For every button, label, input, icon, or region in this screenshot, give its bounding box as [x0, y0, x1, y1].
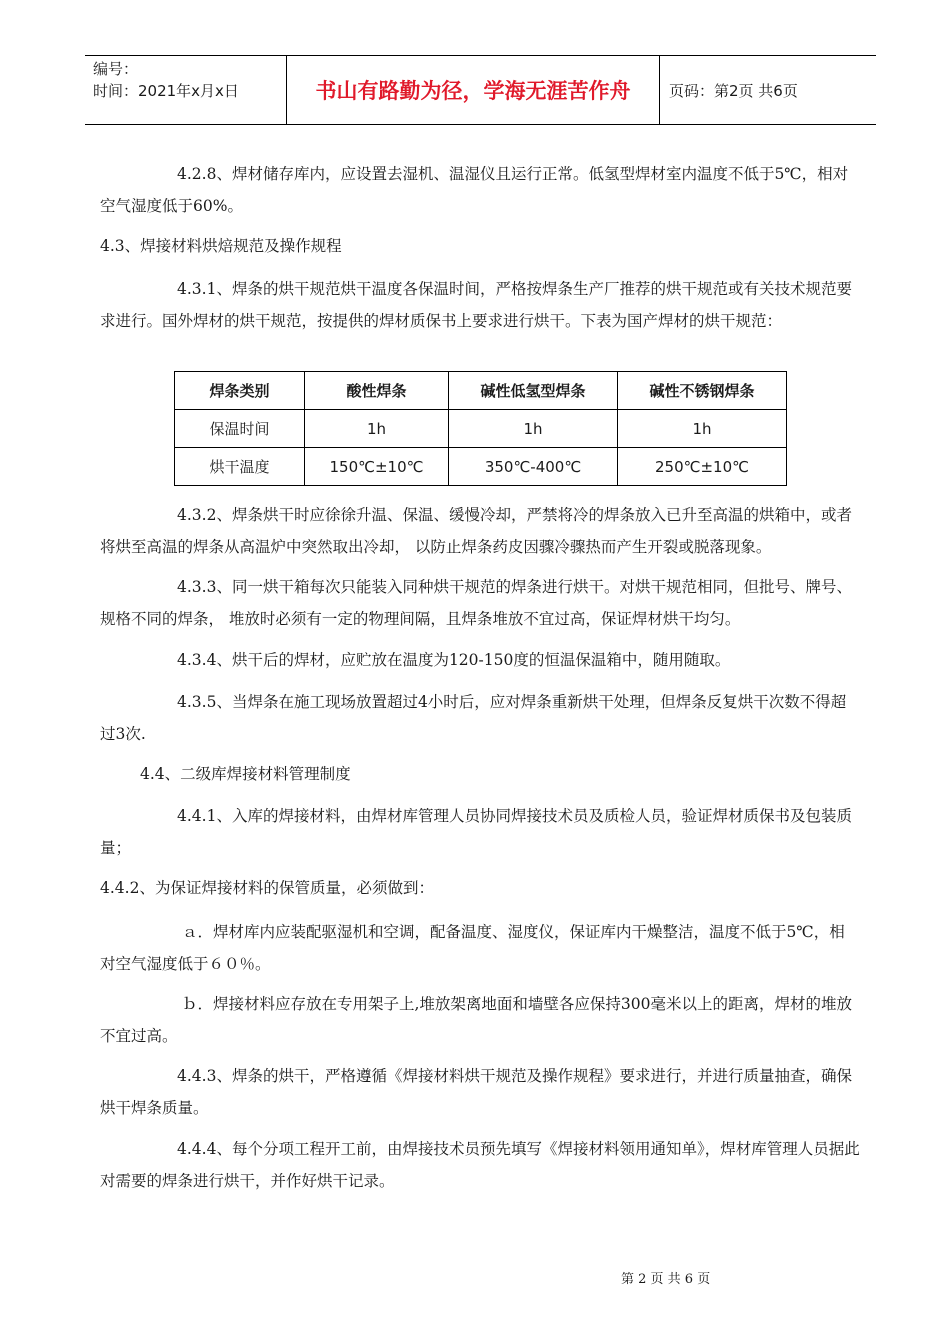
table-cell: 250℃±10℃ [618, 448, 787, 486]
serial-label: 编号： [93, 60, 139, 78]
table-cell: 保温时间 [175, 410, 305, 448]
table-header-cell: 碱性低氢型焊条 [449, 372, 618, 410]
baking-spec-table [174, 371, 787, 486]
page-header [85, 55, 876, 125]
table-header-cell: 焊条类别 [175, 372, 305, 410]
paragraph-4-3-2: 4.3.2、焊条烘干时应徐徐升温、保温、缓慢冷却，严禁将冷的焊条放入已升至高温的烘箱中，或者将烘至高温的焊条从高温炉中突然取出冷却， 以防止焊条药皮因骤冷骤热而产生开裂或脱落现象。 [100, 506, 852, 556]
paragraph-4-4-1: 4.4.1、入库的焊接材料，由焊材库管理人员协同焊接技术员及质检人员，验证焊材质保书及包装质量； [100, 807, 852, 857]
header-page-info: 页码：第2页 共6页 [669, 81, 798, 100]
table-cell: 烘干温度 [175, 448, 305, 486]
paragraph-4-3-5: 4.3.5、当焊条在施工现场放置超过4小时后，应对焊条重新烘干处理，但焊条反复烘干次数不得超过3次. [100, 693, 847, 743]
heading-4-4: 4.4、二级库焊接材料管理制度 [140, 765, 351, 783]
table-cell: 1h [618, 410, 787, 448]
table-row [175, 448, 787, 486]
table-cell: 1h [449, 410, 618, 448]
paragraph-4-3-4: 4.3.4、烘干后的焊材，应贮放在温度为120-150度的恒温保温箱中，随用随取。 [177, 651, 731, 669]
page-footer: 第 2 页 共 6 页 [621, 1272, 711, 1287]
table-header-cell: 碱性不锈钢焊条 [618, 372, 787, 410]
paragraph-4-2-8: 4.2.8、焊材储存库内，应设置去湿机、温湿仪且运行正常。低氢型焊材室内温度不低于5℃，相对空气湿度低于60%。 [100, 165, 849, 215]
paragraph-4-4-4: 4.4.4、每个分项工程开工前，由焊接技术员预先填写《焊接材料领用通知单》，焊材库管理人员据此对需要的焊条进行烘干，并作好烘干记录。 [100, 1140, 860, 1190]
paragraph-4-4-2: 4.4.2、为保证焊接材料的保管质量，必须做到： [100, 879, 434, 897]
item-a: ａ．焊材库内应装配驱湿机和空调，配备温度、湿度仪，保证库内干燥整洁，温度不低于5℃，相对空气湿度低于６０％。 [100, 923, 845, 973]
table-cell: 150℃±10℃ [305, 448, 449, 486]
table-cell: 1h [305, 410, 449, 448]
heading-4-3: 4.3、焊接材料烘焙规范及操作规程 [100, 237, 342, 255]
paragraph-4-4-3: 4.4.3、焊条的烘干，严格遵循《焊接材料烘干规范及操作规程》要求进行，并进行质量抽查，确保烘干焊条质量。 [100, 1067, 852, 1117]
table-header-cell: 酸性焊条 [305, 372, 449, 410]
paragraph-4-3-3: 4.3.3、同一烘干箱每次只能装入同种烘干规范的焊条进行烘干。对烘干规范相同，但批号、牌号、规格不同的焊条， 堆放时必须有一定的物理间隔，且焊条堆放不宜过高，保证焊材烘干均匀。 [100, 578, 852, 628]
table-header-row [175, 372, 787, 410]
table-cell: 350℃-400℃ [449, 448, 618, 486]
header-motto: 书山有路勤为径，学海无涯苦作舟 [286, 56, 660, 124]
table-row [175, 410, 787, 448]
item-b: ｂ．焊接材料应存放在专用架子上,堆放架离地面和墙壁各应保持300毫米以上的距离，焊材的堆放不宜过高。 [100, 995, 853, 1045]
paragraph-4-3-1: 4.3.1、焊条的烘干规范烘干温度各保温时间，严格按焊条生产厂推荐的烘干规范或有关技术规范要求进行。国外焊材的烘干规范，按提供的焊材质保书上要求进行烘干。下表为国产焊材的烘干规范： [100, 280, 852, 330]
header-meta [93, 58, 288, 102]
time-label: 时间：2021年x月x日 [93, 82, 239, 100]
